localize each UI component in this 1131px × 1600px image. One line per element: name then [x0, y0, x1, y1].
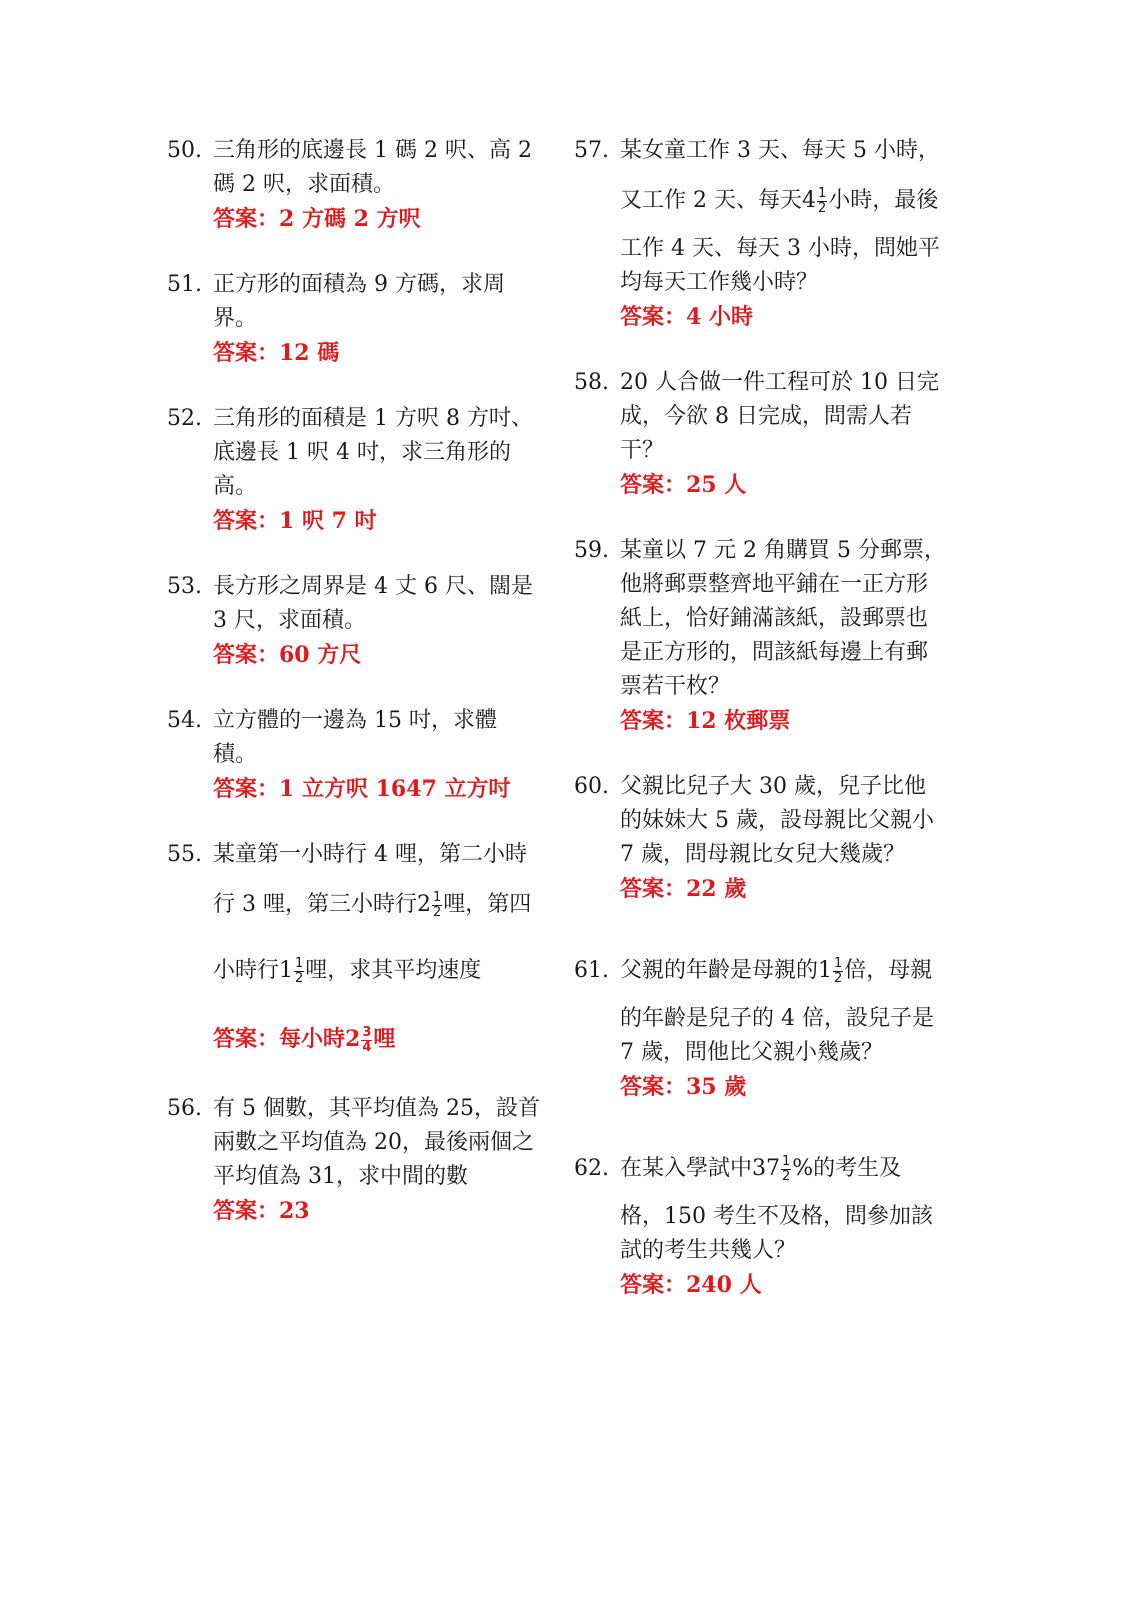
question-number: 54. — [167, 708, 202, 733]
question-53 — [167, 570, 547, 672]
text-segment: 哩 — [373, 1026, 396, 1052]
question-number: 60. — [574, 774, 609, 799]
question-52 — [167, 402, 547, 538]
question-60 — [574, 770, 954, 906]
question-text-line — [213, 880, 547, 930]
text-segment: 倍，母親 — [844, 958, 933, 983]
answer: 答案：22 歲 — [620, 876, 747, 902]
question-text-line — [620, 1144, 954, 1194]
question-text-line: 工作 4 天、每天 3 小時，問她平 — [620, 236, 940, 261]
answer: 答案：25 人 — [620, 472, 747, 498]
question-number: 53. — [167, 574, 202, 599]
question-text-line: 三角形的面積是 1 方呎 8 方吋、 — [213, 406, 533, 431]
answer: 答案：60 方尺 — [213, 642, 362, 668]
question-text-line: 某童以 7 元 2 角購買 5 分郵票， — [620, 538, 946, 563]
text-segment: 小時，最後 — [828, 188, 939, 213]
text-segment: 哩，第四 — [443, 892, 532, 917]
question-number: 59. — [574, 538, 609, 563]
numerator: 1 — [432, 889, 442, 905]
question-55 — [167, 838, 547, 1064]
question-text-line: 有 5 個數，其平均值為 25，設首 — [213, 1096, 540, 1121]
question-text-line: 是正方形的，問該紙每邊上有郵 — [620, 640, 929, 665]
answer: 答案：1 呎 7 吋 — [213, 508, 377, 534]
question-text-line: 立方體的一邊為 15 吋，求體 — [213, 708, 497, 733]
question-text-line — [620, 946, 954, 996]
question-text-line: 7 歲，問他比父親小幾歲？ — [620, 1040, 883, 1065]
question-text-line: 碼 2 呎，求面積。 — [213, 172, 395, 197]
question-text-line: 干？ — [620, 438, 665, 463]
question-50 — [167, 134, 547, 236]
text-segment: 答案：每小時2 — [213, 1026, 361, 1052]
question-number: 61. — [574, 958, 609, 983]
question-number: 55. — [167, 842, 202, 867]
question-text-line: 他將郵票整齊地平鋪在一正方形 — [620, 572, 929, 597]
question-56 — [167, 1092, 547, 1228]
answer: 答案：23 — [213, 1198, 310, 1224]
question-text-line: 20 人合做一件工程可於 10 日完 — [620, 370, 939, 395]
fraction — [781, 1155, 791, 1184]
answer — [213, 1014, 547, 1064]
answer: 答案：12 碼 — [213, 340, 340, 366]
text-segment: 又工作 2 天、每天4 — [620, 188, 816, 213]
question-number: 58. — [574, 370, 609, 395]
numerator: 1 — [817, 185, 827, 201]
denominator: 2 — [834, 970, 843, 986]
question-text-line: 7 歲，問母親比女兒大幾歲？ — [620, 842, 905, 867]
question-number: 51. — [167, 272, 202, 297]
numerator: 3 — [362, 1024, 372, 1040]
text-segment: 行 3 哩，第三小時行2 — [213, 892, 431, 917]
fraction — [833, 957, 843, 986]
question-text-line: 紙上，恰好鋪滿該紙，設郵票也 — [620, 606, 929, 631]
question-number: 56. — [167, 1096, 202, 1121]
denominator: 2 — [782, 1168, 791, 1184]
numerator: 1 — [782, 1153, 791, 1169]
question-text-line — [620, 176, 954, 226]
question-text-line: 票若干枚？ — [620, 674, 731, 699]
text-segment: %的考生及 — [792, 1156, 902, 1181]
answer: 答案：12 枚郵票 — [620, 708, 791, 734]
question-number: 50. — [167, 138, 202, 163]
question-number: 52. — [167, 406, 202, 431]
text-segment: 在某入學試中37 — [620, 1156, 780, 1181]
question-text-line: 高。 — [213, 474, 258, 499]
question-62 — [574, 1144, 954, 1302]
fraction — [817, 187, 827, 216]
question-number: 62. — [574, 1156, 609, 1181]
question-58 — [574, 366, 954, 502]
question-51 — [167, 268, 547, 370]
left-column — [167, 134, 547, 1228]
question-61 — [574, 946, 954, 1104]
question-57 — [574, 134, 954, 334]
fraction — [432, 891, 442, 920]
answer: 答案：240 人 — [620, 1272, 762, 1298]
answer: 答案：4 小時 — [620, 304, 753, 330]
numerator: 1 — [295, 955, 304, 971]
question-54 — [167, 704, 547, 806]
question-text-line: 底邊長 1 呎 4 吋，求三角形的 — [213, 440, 511, 465]
right-column — [574, 134, 954, 1302]
text-segment: 小時行1 — [213, 958, 293, 983]
question-text-line: 的年齡是兒子的 4 倍，設兒子是 — [620, 1006, 934, 1031]
question-text-line: 平均值為 31，求中間的數 — [213, 1164, 468, 1189]
fraction — [294, 957, 304, 986]
question-text-line: 正方形的面積為 9 方碼，求周 — [213, 272, 505, 297]
question-59 — [574, 534, 954, 738]
question-text-line: 試的考生共幾人？ — [620, 1238, 797, 1263]
question-text-line: 父親比兒子大 30 歲，兒子比他 — [620, 774, 926, 799]
answer: 答案：1 立方呎 1647 立方吋 — [213, 776, 511, 802]
question-text-line: 界。 — [213, 306, 258, 331]
question-text-line: 格，150 考生不及格，問參加該 — [620, 1204, 933, 1229]
denominator: 2 — [817, 200, 827, 216]
question-text-line: 均每天工作幾小時？ — [620, 270, 819, 295]
fraction — [361, 1026, 372, 1055]
denominator: 2 — [432, 904, 442, 920]
answer: 答案：35 歲 — [620, 1074, 747, 1100]
question-text-line: 某童第一小時行 4 哩，第二小時 — [213, 842, 527, 867]
question-text-line: 的妹妹大 5 歲，設母親比父親小 — [620, 808, 934, 833]
text-segment: 父親的年齡是母親的1 — [620, 958, 832, 983]
question-text-line: 3 尺，求面積。 — [213, 608, 366, 633]
numerator: 1 — [834, 955, 843, 971]
question-text-line: 兩數之平均值為 20，最後兩個之 — [213, 1130, 534, 1155]
denominator: 4 — [362, 1039, 372, 1055]
question-text-line — [213, 946, 547, 996]
denominator: 2 — [295, 970, 304, 986]
question-text-line: 積。 — [213, 742, 258, 767]
question-number: 57. — [574, 138, 609, 163]
text-segment: 哩，求其平均速度 — [305, 958, 482, 983]
question-text-line: 成，今欲 8 日完成，問需人若 — [620, 404, 912, 429]
answer: 答案：2 方碼 2 方呎 — [213, 206, 421, 232]
question-text-line: 長方形之周界是 4 丈 6 尺、闊是 — [213, 574, 533, 599]
question-text-line: 三角形的底邊長 1 碼 2 呎、高 2 — [213, 138, 532, 163]
question-text-line: 某女童工作 3 天、每天 5 小時， — [620, 138, 940, 163]
